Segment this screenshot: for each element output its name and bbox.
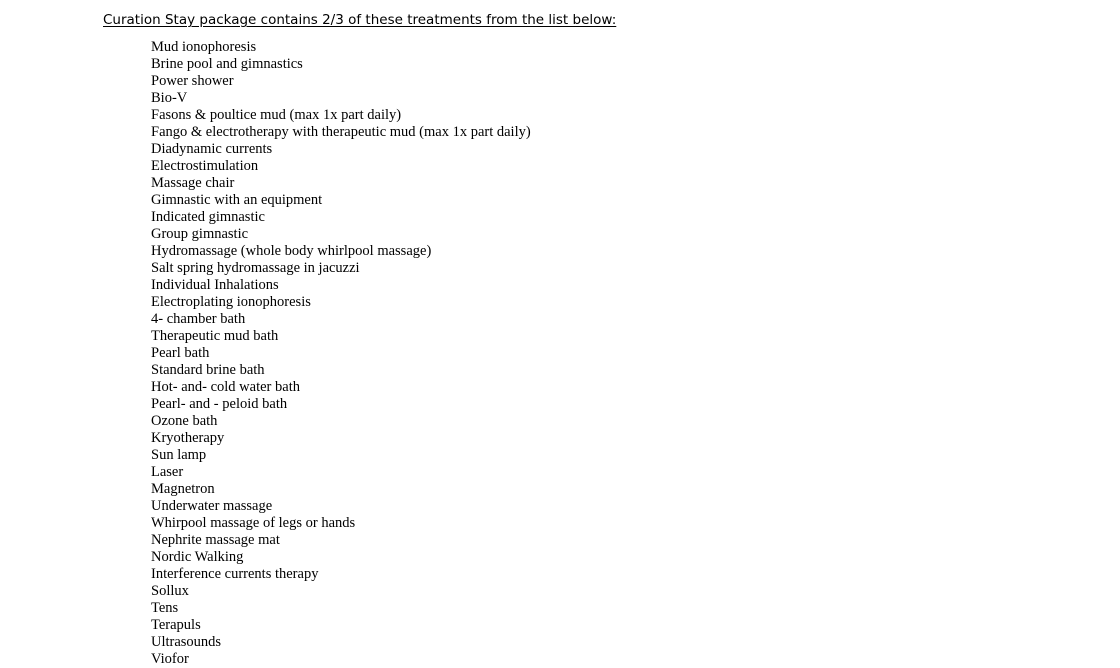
treatment-item: Terapuls [151,617,201,633]
treatment-item: Indicated gimnastic [151,209,265,225]
treatment-item: Fasons & poultice mud (max 1x part daily) [151,107,402,123]
treatment-item: Pearl- and - peloid bath [151,396,288,412]
treatment-item: Viofor [151,651,189,667]
treatment-item: Underwater massage [151,498,273,514]
treatment-item: Nordic Walking [151,549,244,565]
treatment-item: Diadynamic currents [151,141,273,157]
package-heading: Curation Stay package contains 2/3 of these treatments from the list below: [103,12,617,28]
treatment-item: Hot- and- cold water bath [151,379,300,395]
treatment-item: Pearl bath [151,345,210,361]
treatment-item: Electroplating ionophoresis [151,294,311,310]
treatment-item: Salt spring hydromassage in jacuzzi [151,260,360,276]
treatment-item: Ozone bath [151,413,218,429]
treatment-item: Power shower [151,73,234,89]
treatment-item: Tens [151,600,179,616]
treatment-item: Gimnastic with an equipment [151,192,323,208]
treatment-item: Bio-V [151,90,188,106]
treatment-item: Laser [151,464,184,480]
treatment-item: Individual Inhalations [151,277,279,293]
treatment-item: Ultrasounds [151,634,222,650]
treatment-item: Whirpool massage of legs or hands [151,515,356,531]
treatment-item: Massage chair [151,175,235,191]
treatment-item: Mud ionophoresis [151,39,257,55]
treatment-item: Brine pool and gimnastics [151,56,303,72]
treatment-item: Group gimnastic [151,226,249,242]
treatment-item: Sun lamp [151,447,207,463]
treatment-item: Interference currents therapy [151,566,319,582]
treatment-item: Kryotherapy [151,430,225,446]
treatment-item: Sollux [151,583,189,599]
treatment-item: Magnetron [151,481,215,497]
treatment-item: Electrostimulation [151,158,259,174]
treatment-item: Standard brine bath [151,362,265,378]
treatment-item: 4- chamber bath [151,311,246,327]
treatment-item: Therapeutic mud bath [151,328,279,344]
treatment-item: Hydromassage (whole body whirlpool massage) [151,243,432,259]
treatment-item: Fango & electrotherapy with therapeutic mud (max 1x part daily) [151,124,531,140]
treatment-item: Nephrite massage mat [151,532,280,548]
treatment-list [151,39,531,668]
